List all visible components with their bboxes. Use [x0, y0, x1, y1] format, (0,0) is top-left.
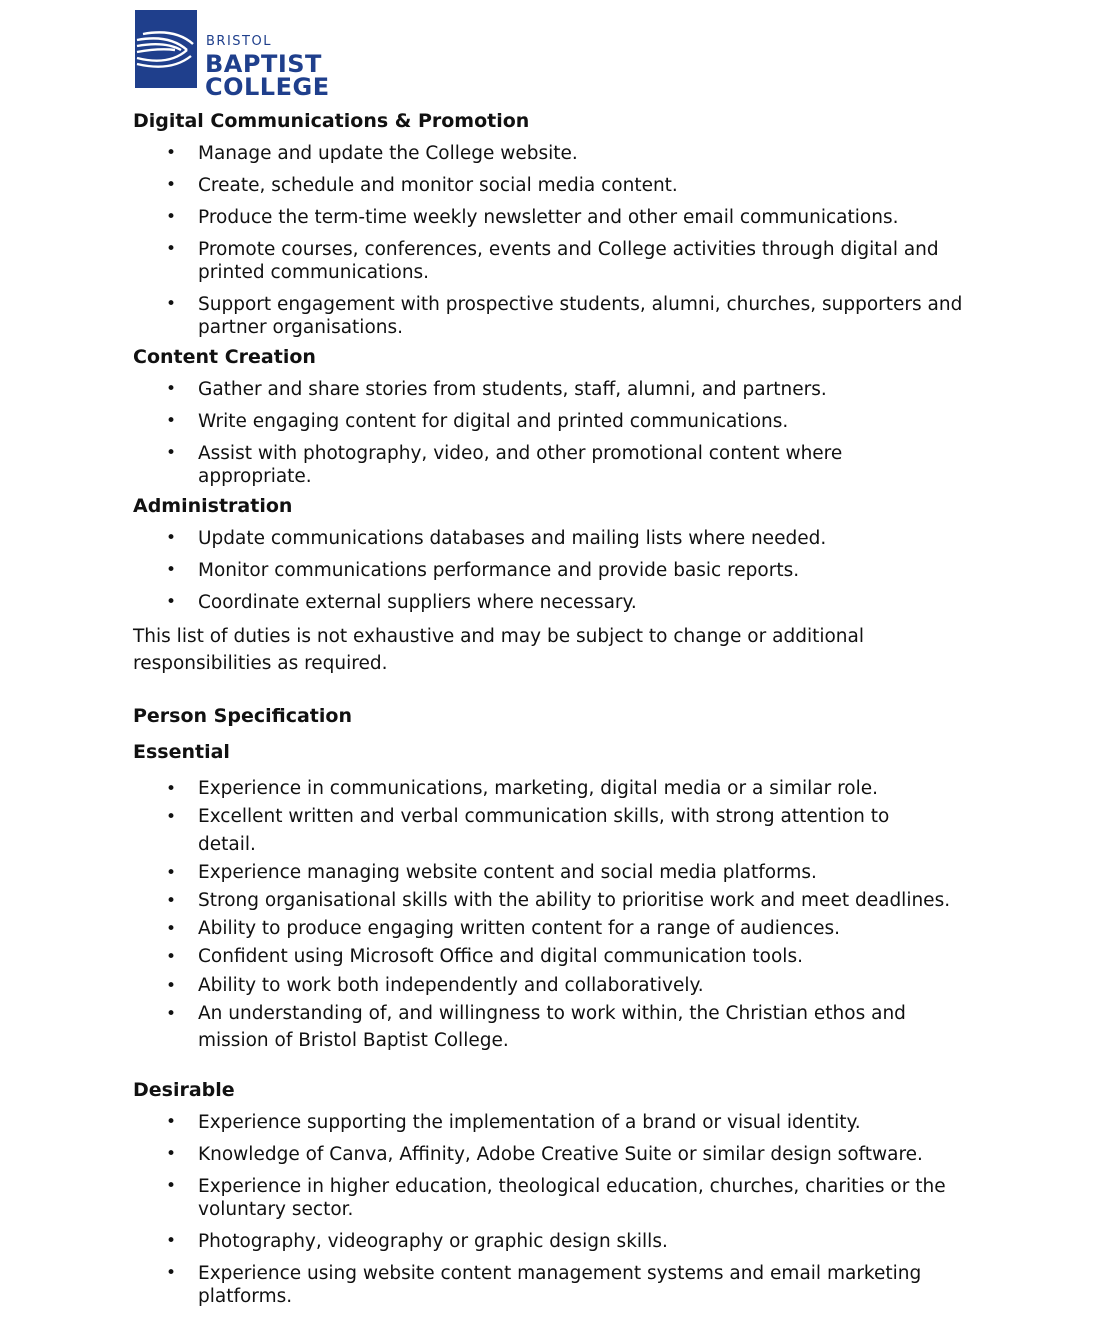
- list-item: • Ability to produce engaging written content for a range of audiences.: [133, 915, 973, 943]
- logo-text-baptist: BAPTIST: [205, 50, 322, 78]
- heading-person-specification: Person Specification: [133, 705, 352, 727]
- list-item: • Coordinate external suppliers where necessary.: [133, 591, 973, 614]
- list-item: • An understanding of, and willingness to work within, the Christian ethos and mission of Bristol Baptist College.: [133, 1000, 973, 1055]
- list-item: • Assist with photography, video, and other promotional content where appropriate.: [133, 442, 973, 488]
- list-item: • Produce the term-time weekly newsletter and other email communications.: [133, 206, 973, 229]
- list-item: • Manage and update the College website.: [133, 142, 973, 165]
- list-item: • Support engagement with prospective students, alumni, churches, supporters and partner organisations.: [133, 293, 973, 339]
- list-item: • Experience using website content management systems and email marketing platforms.: [133, 1262, 973, 1308]
- heading-digital-communications: Digital Communications & Promotion: [133, 110, 530, 132]
- heading-desirable: Desirable: [133, 1078, 235, 1101]
- heading-administration: Administration: [133, 495, 293, 517]
- list-item: • Experience in higher education, theological education, churches, charities or the voluntary sector.: [133, 1175, 973, 1221]
- list-item: • Monitor communications performance and provide basic reports.: [133, 559, 973, 582]
- list-item: • Experience managing website content and social media platforms.: [133, 859, 973, 887]
- essential-list: [133, 775, 973, 1055]
- list-item: • Promote courses, conferences, events and College activities through digital and printed communications.: [133, 238, 973, 284]
- heading-content-creation: Content Creation: [133, 346, 316, 368]
- duties-note: This list of duties is not exhaustive and may be subject to change or additional responsibilities as required.: [133, 626, 864, 674]
- college-logo: [135, 10, 330, 101]
- logo-text-bristol: BRISTOL: [206, 34, 272, 49]
- list-item: • Strong organisational skills with the ability to prioritise work and meet deadlines.: [133, 887, 973, 915]
- desirable-list: [133, 1111, 973, 1308]
- list-item: • Create, schedule and monitor social media content.: [133, 174, 973, 197]
- list-item: • Knowledge of Canva, Affinity, Adobe Creative Suite or similar design software.: [133, 1143, 973, 1166]
- administration-list: [133, 527, 973, 614]
- list-item: • Update communications databases and mailing lists where needed.: [133, 527, 973, 550]
- logo-emblem-icon: [135, 10, 197, 88]
- digital-communications-list: [133, 142, 973, 339]
- document-body: [133, 108, 973, 1317]
- list-item: • Confident using Microsoft Office and digital communication tools.: [133, 943, 973, 971]
- list-item: • Experience in communications, marketing, digital media or a similar role.: [133, 775, 973, 803]
- list-item: • Excellent written and verbal communication skills, with strong attention to detail.: [133, 803, 973, 858]
- heading-essential: Essential: [133, 741, 230, 763]
- list-item: • Gather and share stories from students, staff, alumni, and partners.: [133, 378, 973, 401]
- list-item: • Photography, videography or graphic design skills.: [133, 1230, 973, 1253]
- list-item: • Write engaging content for digital and printed communications.: [133, 410, 973, 433]
- list-item: • Ability to work both independently and collaboratively.: [133, 972, 973, 1000]
- content-creation-list: [133, 378, 973, 488]
- logo-text-college: COLLEGE: [205, 73, 330, 101]
- list-item: • Experience supporting the implementation of a brand or visual identity.: [133, 1111, 973, 1134]
